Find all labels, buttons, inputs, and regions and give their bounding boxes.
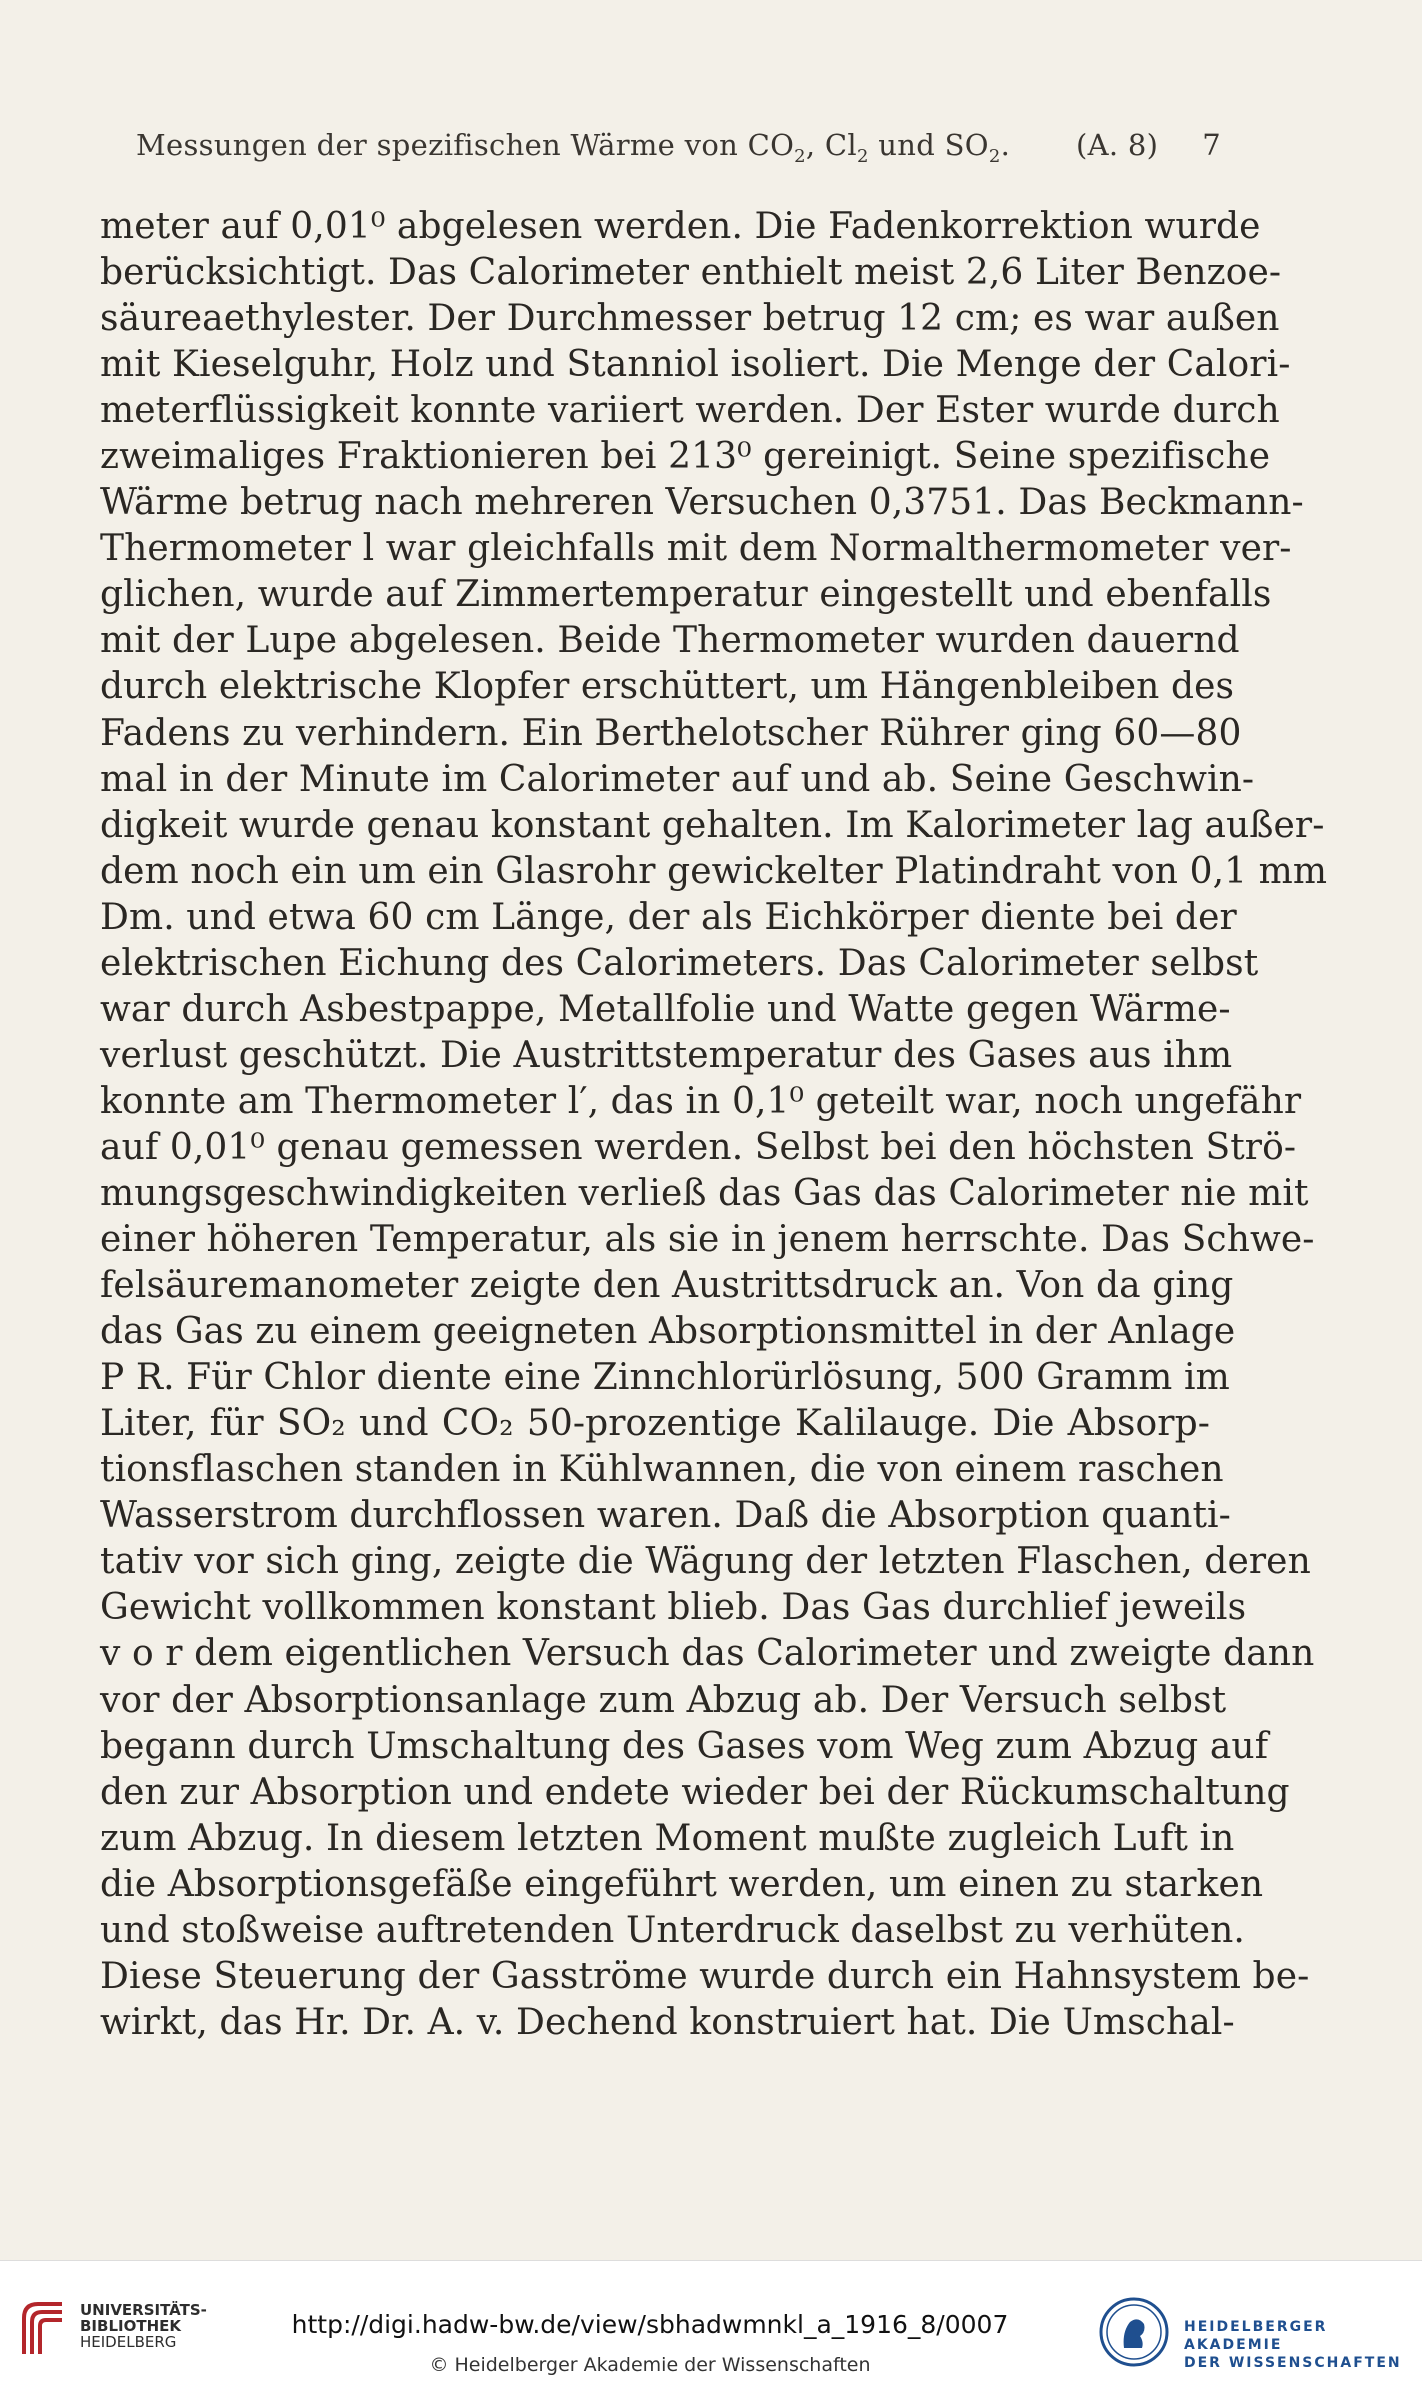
text-line: das Gas zu einem geeigneten Absorptionsmittel in der Anlage xyxy=(100,1311,1236,1353)
university-library-name: UNIVERSITÄTS- BIBLIOTHEK HEIDELBERG xyxy=(80,2301,207,2351)
text-line: wirkt, das Hr. Dr. A. v. Dechend konstruiert hat. Die Umschal- xyxy=(100,2001,1235,2043)
academy-seal-icon xyxy=(1098,2296,1170,2368)
text-line: konnte am Thermometer l′, das in 0,1⁰ geteilt war, noch ungefähr xyxy=(100,1080,1302,1122)
source-url-link[interactable]: http://digi.hadw-bw.de/view/sbhadwmnkl_a_1916_8/0007 xyxy=(291,2310,1009,2339)
text-line: den zur Absorption und endete wieder bei der Rückumschaltung xyxy=(100,1771,1290,1813)
text-line: verlust geschützt. Die Austrittstemperatur des Gases aus ihm xyxy=(100,1034,1233,1076)
text-line: dem noch ein um ein Glasrohr gewickelter Platindraht von 0,1 mm xyxy=(100,850,1328,892)
text-line: zum Abzug. In diesem letzten Moment mußte zugleich Luft in xyxy=(100,1817,1235,1859)
text-line: Wärme betrug nach mehreren Versuchen 0,3751. Das Beckmann- xyxy=(100,482,1304,524)
text-line: digkeit wurde genau konstant gehalten. Im Kalorimeter lag außer- xyxy=(100,804,1325,846)
text-line: Gewicht vollkommen konstant blieb. Das Gas durchlief jeweils xyxy=(100,1587,1247,1629)
header-title: Messungen der spezifischen Wärme von $CO_2$, $Cl_2$ und $SO_2$. xyxy=(136,128,1011,167)
body-text xyxy=(100,204,1328,2046)
text-line: meterflüssigkeit konnte variiert werden. Der Ester wurde durch xyxy=(100,390,1280,432)
text-line: auf 0,01⁰ genau gemessen werden. Selbst bei den höchsten Strö- xyxy=(100,1126,1297,1168)
text-line: tativ vor sich ging, zeigte die Wägung der letzten Flaschen, deren xyxy=(100,1541,1311,1583)
copyright-notice: © Heidelberger Akademie der Wissenschaften xyxy=(429,2354,871,2376)
text-line: Thermometer l war gleichfalls mit dem Normalthermometer ver- xyxy=(100,528,1292,570)
text-line: zweimaliges Fraktionieren bei 213⁰ gereinigt. Seine spezifische xyxy=(100,436,1271,478)
text-line: tionsflaschen standen in Kühlwannen, die von einem raschen xyxy=(100,1449,1224,1491)
text-line: berücksichtigt. Das Calorimeter enthielt meist 2,6 Liter Benzoe- xyxy=(100,252,1282,294)
text-line: Fadens zu verhindern. Ein Berthelotscher Rührer ging 60—80 xyxy=(100,712,1242,754)
text-line: elektrischen Eichung des Calorimeters. Das Calorimeter selbst xyxy=(100,942,1259,984)
text-line: Diese Steuerung der Gasströme wurde durch ein Hahnsystem be- xyxy=(100,1955,1310,1997)
text-line: säureaethylester. Der Durchmesser betrug 12 cm; es war außen xyxy=(100,298,1280,340)
text-line: vor der Absorptionsanlage zum Abzug ab. Der Versuch selbst xyxy=(100,1679,1227,1721)
text-line: felsäuremanometer zeigte den Austrittsdruck an. Von da ging xyxy=(100,1265,1234,1307)
text-line: die Absorptionsgefäße eingeführt werden, um einen zu starken xyxy=(100,1863,1264,1905)
header-reference: (A. 8) xyxy=(1076,128,1159,162)
text-line: Dm. und etwa 60 cm Länge, der als Eichkörper diente bei der xyxy=(100,896,1237,938)
text-line: und stoßweise auftretenden Unterdruck daselbst zu verhüten. xyxy=(100,1909,1245,1951)
text-line: durch elektrische Klopfer erschüttert, um Hängenbleiben des xyxy=(100,666,1235,708)
text-line: meter auf 0,01⁰ abgelesen werden. Die Fadenkorrektion wurde xyxy=(100,206,1261,247)
university-library-logo-icon xyxy=(16,2296,72,2360)
page-number: 7 xyxy=(1202,128,1221,162)
text-line: war durch Asbestpappe, Metallfolie und Watte gegen Wärme- xyxy=(100,988,1231,1030)
text-line: mungsgeschwindigkeiten verließ das Gas das Calorimeter nie mit xyxy=(100,1172,1309,1214)
academy-name: HEIDELBERGER AKADEMIE DER WISSENSCHAFTEN xyxy=(1184,2319,1402,2371)
text-line: glichen, wurde auf Zimmertemperatur eingestellt und ebenfalls xyxy=(100,574,1272,616)
text-line: v o r dem eigentlichen Versuch das Calorimeter und zweigte dann xyxy=(100,1633,1315,1675)
text-line: einer höheren Temperatur, als sie in jenem herrschte. Das Schwe- xyxy=(100,1219,1315,1261)
text-line: Wasserstrom durchflossen waren. Daß die Absorption quanti- xyxy=(100,1495,1231,1537)
text-line: Liter, für SO₂ und CO₂ 50-prozentige Kalilauge. Die Absorp- xyxy=(100,1403,1210,1445)
text-line: mit Kieselguhr, Holz und Stanniol isoliert. Die Menge der Calori- xyxy=(100,344,1291,386)
text-line: begann durch Umschaltung des Gases vom Weg zum Abzug auf xyxy=(100,1725,1269,1767)
text-line: P R. Für Chlor diente eine Zinnchlorürlösung, 500 Gramm im xyxy=(100,1357,1230,1399)
text-line: mal in der Minute im Calorimeter auf und ab. Seine Geschwin- xyxy=(100,758,1255,800)
text-line: mit der Lupe abgelesen. Beide Thermometer wurden dauernd xyxy=(100,620,1240,662)
